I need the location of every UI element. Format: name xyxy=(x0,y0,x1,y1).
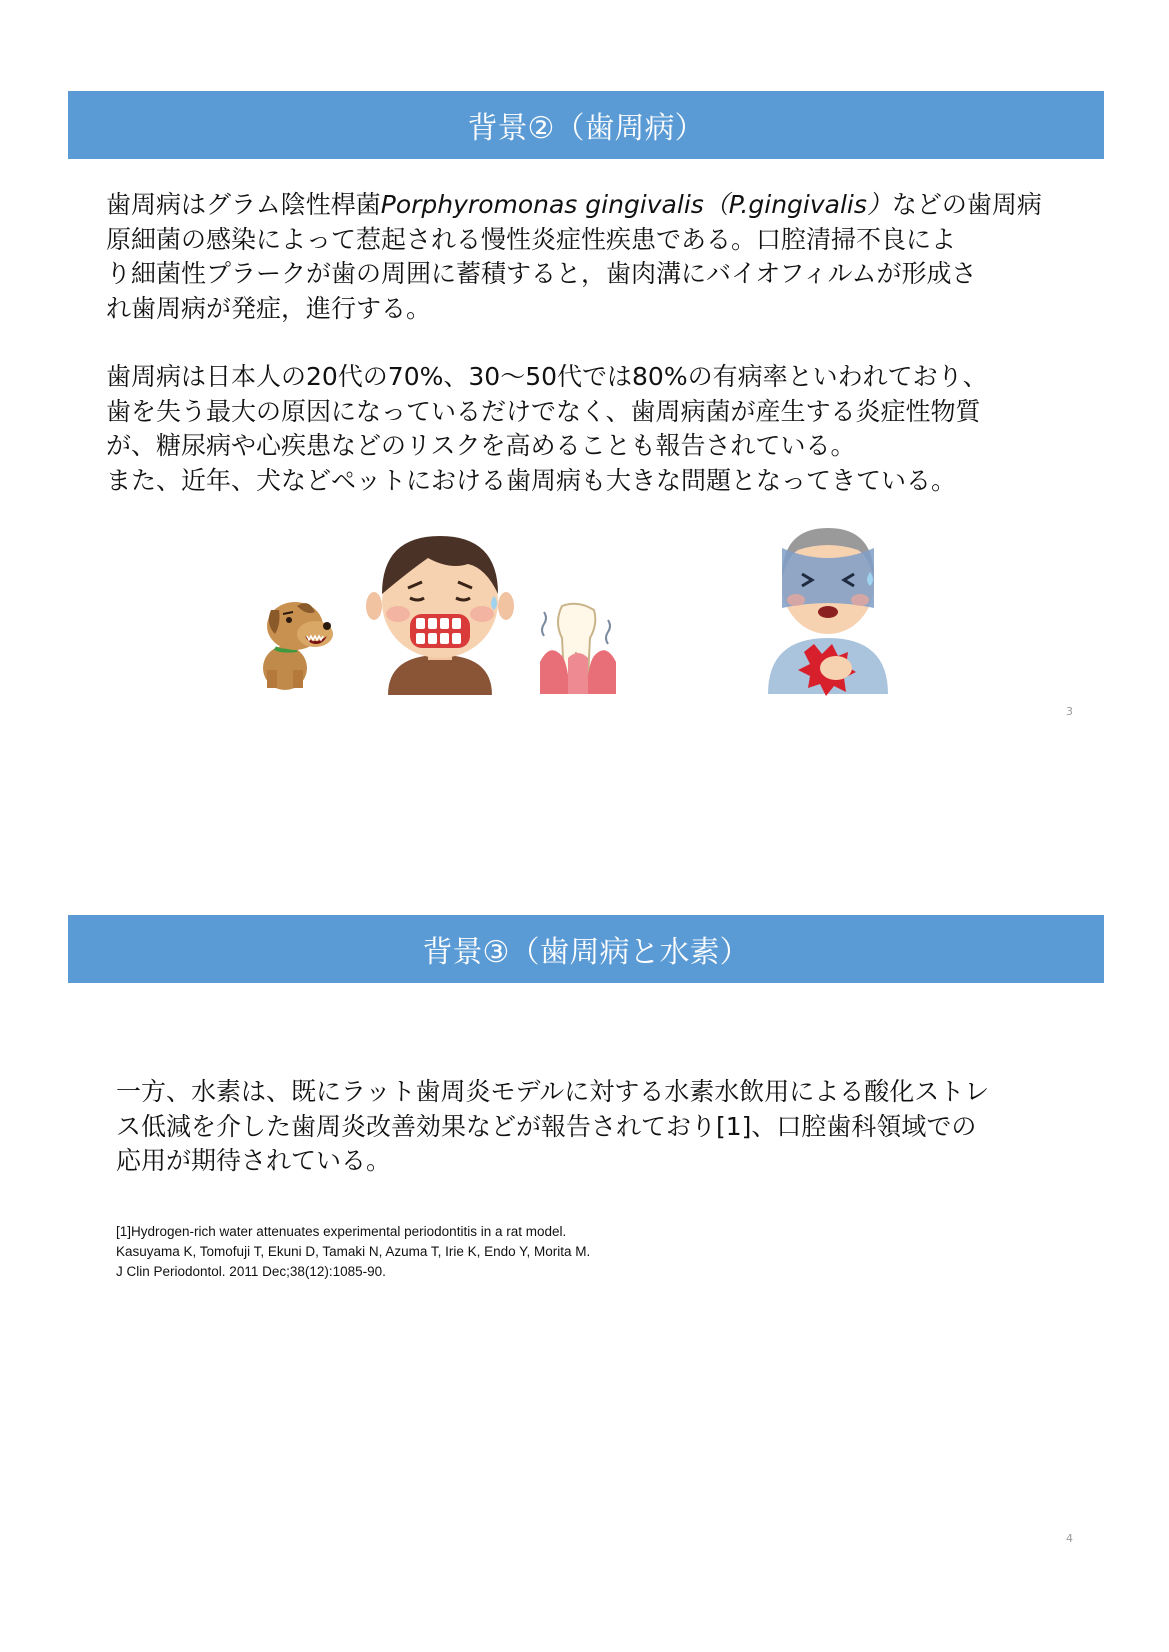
slide-title-banner xyxy=(68,915,1104,983)
species-name: Porphyromonas gingivalis xyxy=(380,190,704,219)
toothache-man-icon xyxy=(368,530,513,695)
chest-pain-elder-icon xyxy=(758,528,898,694)
para2-line1: 歯周病は日本人の20代の70%、30～50代では80%の有病率といわれており、 xyxy=(106,362,988,391)
page-number: 4 xyxy=(1066,1532,1073,1545)
reference-citation xyxy=(116,1222,590,1282)
slide-3 xyxy=(0,0,1169,800)
hydrogen-line3: 応用が期待されている。 xyxy=(116,1146,392,1175)
reference-title: [1]Hydrogen-rich water attenuates experimental periodontitis in a rat model. xyxy=(116,1224,567,1239)
para2-line4: また、近年、犬などペットにおける歯周病も大きな問題となってきている。 xyxy=(106,465,957,495)
hydrogen-line2: ス低減を介した歯周炎改善効果などが報告されており[1]、口腔歯科領域での xyxy=(116,1111,977,1141)
tooth-gum-icon xyxy=(538,602,618,694)
para1-line1-end: などの歯周病 xyxy=(891,190,1042,219)
hydrogen-line1: 一方、水素は、既にラット歯周炎モデルに対する水素水飲用による酸化ストレ xyxy=(116,1077,990,1106)
prevalence-paragraph xyxy=(106,360,988,498)
reference-authors: Kasuyama K, Tomofuji T, Ekuni D, Tamaki N, Azuma T, Irie K, Endo Y, Morita M. xyxy=(116,1244,591,1259)
para1-line4: れ歯周病が発症，進行する。 xyxy=(106,293,432,323)
page-number: 3 xyxy=(1066,705,1073,718)
slide-title-banner xyxy=(68,91,1104,159)
intro-paragraph xyxy=(106,188,1042,326)
para2-line3: が、糖尿病や心疾患などのリスクを高めることも報告されている。 xyxy=(106,431,856,460)
slide-title: 背景②（歯周病） xyxy=(467,111,705,146)
slide-title: 背景③（歯周病と水素） xyxy=(422,935,750,970)
para1-prefix: 歯周病はグラム陰性桿菌 xyxy=(106,190,381,219)
species-abbrev: （P.gingivalis） xyxy=(703,190,892,219)
para1-line2: 原細菌の感染によって惹起される慢性炎症性疾患である。口腔清掃不良によ xyxy=(106,224,957,254)
dog-icon xyxy=(255,590,345,690)
para2-line2: 歯を失う最大の原因になっているだけでなく、歯周病菌が産生する炎症性物質 xyxy=(106,396,981,426)
hydrogen-paragraph xyxy=(116,1075,989,1179)
reference-journal: J Clin Periodontol. 2011 Dec;38(12):1085-90. xyxy=(116,1264,386,1279)
para1-line3: り細菌性プラークが歯の周囲に蓄積すると，歯肉溝にバイオフィルムが形成さ xyxy=(106,259,977,288)
